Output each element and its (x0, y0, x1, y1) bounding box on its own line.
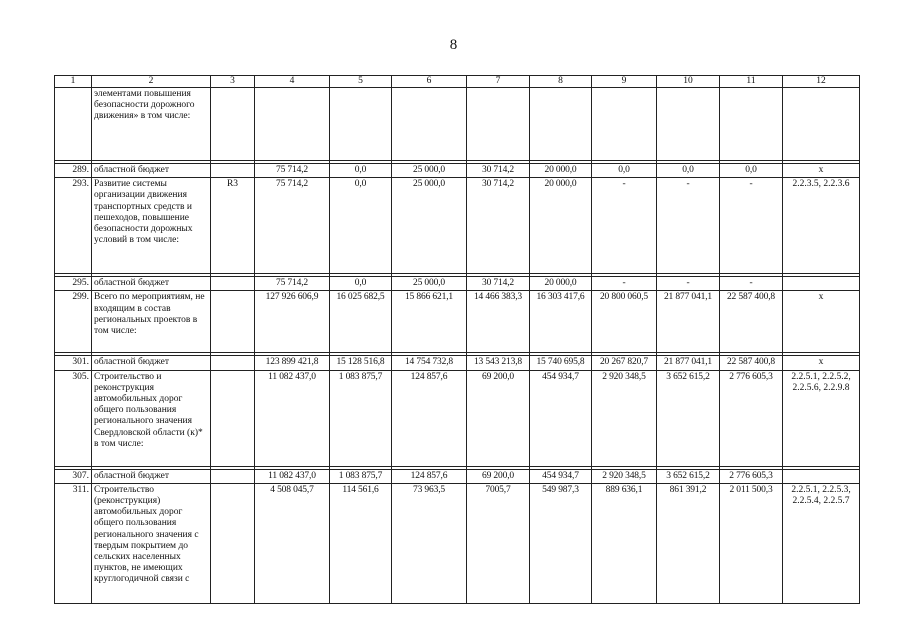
value-cell: 69 200,0 (467, 469, 530, 483)
value-cell: 20 267 820,7 (592, 356, 657, 370)
value-cell: 14 754 732,8 (392, 356, 467, 370)
table-row (55, 178, 860, 274)
table-row (55, 164, 860, 178)
value-cell: 73 963,5 (392, 483, 467, 603)
value-cell: - (720, 277, 783, 291)
row-description: Строительство (реконструкция) автомобильных дорог общего пользования регионального значения с твердым покрытием до сельских населенных пунктов, не имеющих круглогодичной связи с (92, 483, 211, 603)
value-cell: 30 714,2 (467, 164, 530, 178)
header-row (55, 76, 860, 88)
value-cell: 16 025 682,5 (330, 291, 392, 353)
value-cell: 1 083 875,7 (330, 469, 392, 483)
value-cell: 14 466 383,3 (467, 291, 530, 353)
row-code (211, 356, 255, 370)
column-header: 9 (592, 76, 657, 88)
column-header: 3 (211, 76, 255, 88)
table-row (55, 469, 860, 483)
reference-cell: х (783, 356, 860, 370)
value-cell: 549 987,3 (530, 483, 592, 603)
row-code (211, 88, 255, 161)
row-code (211, 370, 255, 466)
reference-cell: х (783, 291, 860, 353)
column-header: 4 (255, 76, 330, 88)
column-header: 12 (783, 76, 860, 88)
row-code (211, 291, 255, 353)
page-number: 8 (449, 37, 458, 53)
value-cell (720, 88, 783, 161)
value-cell: 123 899 421,8 (255, 356, 330, 370)
row-code (211, 164, 255, 178)
value-cell: 0,0 (657, 164, 720, 178)
value-cell: 69 200,0 (467, 370, 530, 466)
row-code (211, 277, 255, 291)
value-cell: 15 128 516,8 (330, 356, 392, 370)
reference-cell (783, 88, 860, 161)
value-cell: 75 714,2 (255, 178, 330, 274)
value-cell: 454 934,7 (530, 469, 592, 483)
value-cell (392, 88, 467, 161)
value-cell: 127 926 606,9 (255, 291, 330, 353)
column-header: 7 (467, 76, 530, 88)
value-cell: - (720, 178, 783, 274)
table-row (55, 88, 860, 161)
row-number: 299. (55, 291, 92, 353)
value-cell: 25 000,0 (392, 178, 467, 274)
column-header: 8 (530, 76, 592, 88)
value-cell (530, 88, 592, 161)
reference-cell: х (783, 164, 860, 178)
value-cell: 30 714,2 (467, 277, 530, 291)
column-header: 6 (392, 76, 467, 88)
value-cell: 15 740 695,8 (530, 356, 592, 370)
budget-table (54, 75, 860, 604)
value-cell: 21 877 041,1 (657, 291, 720, 353)
column-header: 10 (657, 76, 720, 88)
table-row (55, 277, 860, 291)
row-description: Всего по мероприятиям, не входящим в состав региональных проектов в том числе: (92, 291, 211, 353)
row-number: 289. (55, 164, 92, 178)
value-cell: 7005,7 (467, 483, 530, 603)
column-header: 5 (330, 76, 392, 88)
column-header: 1 (55, 76, 92, 88)
value-cell: - (657, 277, 720, 291)
row-code (211, 483, 255, 603)
row-number: 311. (55, 483, 92, 603)
row-description: элементами повышения безопасности дорожного движения» в том числе: (92, 88, 211, 161)
value-cell: 75 714,2 (255, 277, 330, 291)
row-description: областной бюджет (92, 164, 211, 178)
value-cell: 75 714,2 (255, 164, 330, 178)
value-cell: 20 000,0 (530, 277, 592, 291)
value-cell: 454 934,7 (530, 370, 592, 466)
value-cell: 21 877 041,1 (657, 356, 720, 370)
row-description: Строительство и реконструкция автомобильных дорог общего пользования регионального значения Свердловской области (к)* в том числе: (92, 370, 211, 466)
row-number (55, 88, 92, 161)
value-cell: - (592, 178, 657, 274)
value-cell: 13 543 213,8 (467, 356, 530, 370)
row-description: областной бюджет (92, 356, 211, 370)
value-cell (330, 88, 392, 161)
row-description: Развитие системы организации движения транспортных средств и пешеходов, повышение безопасности дорожных условий в том числе: (92, 178, 211, 274)
value-cell: 4 508 045,7 (255, 483, 330, 603)
value-cell: 0,0 (592, 164, 657, 178)
reference-cell: 2.2.5.1, 2.2.5.3, 2.2.5.4, 2.2.5.7 (783, 483, 860, 603)
value-cell: 3 652 615,2 (657, 370, 720, 466)
value-cell: 114 561,6 (330, 483, 392, 603)
row-code: R3 (211, 178, 255, 274)
table-row (55, 370, 860, 466)
value-cell: 2 920 348,5 (592, 469, 657, 483)
value-cell (255, 88, 330, 161)
row-code (211, 469, 255, 483)
value-cell: 0,0 (330, 164, 392, 178)
value-cell: 2 776 605,3 (720, 469, 783, 483)
table-row (55, 483, 860, 603)
value-cell: 30 714,2 (467, 178, 530, 274)
value-cell: 25 000,0 (392, 164, 467, 178)
row-number: 307. (55, 469, 92, 483)
row-number: 293. (55, 178, 92, 274)
reference-cell: 2.2.3.5, 2.2.3.6 (783, 178, 860, 274)
value-cell: 20 000,0 (530, 164, 592, 178)
value-cell: 22 587 400,8 (720, 291, 783, 353)
row-description: областной бюджет (92, 277, 211, 291)
column-header: 11 (720, 76, 783, 88)
value-cell: 11 082 437,0 (255, 370, 330, 466)
value-cell: 2 920 348,5 (592, 370, 657, 466)
value-cell: 16 303 417,6 (530, 291, 592, 353)
value-cell: 20 800 060,5 (592, 291, 657, 353)
value-cell: 11 082 437,0 (255, 469, 330, 483)
value-cell: 889 636,1 (592, 483, 657, 603)
value-cell: 0,0 (330, 178, 392, 274)
table-row (55, 291, 860, 353)
reference-cell (783, 277, 860, 291)
value-cell: 124 857,6 (392, 370, 467, 466)
row-number: 295. (55, 277, 92, 291)
value-cell (467, 88, 530, 161)
column-header: 2 (92, 76, 211, 88)
value-cell: - (592, 277, 657, 291)
value-cell: 15 866 621,1 (392, 291, 467, 353)
row-number: 305. (55, 370, 92, 466)
value-cell: 1 083 875,7 (330, 370, 392, 466)
value-cell: 861 391,2 (657, 483, 720, 603)
row-description: областной бюджет (92, 469, 211, 483)
value-cell: 3 652 615,2 (657, 469, 720, 483)
value-cell: 20 000,0 (530, 178, 592, 274)
reference-cell: 2.2.5.1, 2.2.5.2, 2.2.5.6, 2.2.9.8 (783, 370, 860, 466)
value-cell (592, 88, 657, 161)
value-cell: 2 776 605,3 (720, 370, 783, 466)
value-cell: 2 011 500,3 (720, 483, 783, 603)
value-cell: 25 000,0 (392, 277, 467, 291)
value-cell: 22 587 400,8 (720, 356, 783, 370)
value-cell: 0,0 (720, 164, 783, 178)
table-row (55, 356, 860, 370)
reference-cell (783, 469, 860, 483)
value-cell (657, 88, 720, 161)
value-cell: 124 857,6 (392, 469, 467, 483)
value-cell: - (657, 178, 720, 274)
row-number: 301. (55, 356, 92, 370)
value-cell: 0,0 (330, 277, 392, 291)
